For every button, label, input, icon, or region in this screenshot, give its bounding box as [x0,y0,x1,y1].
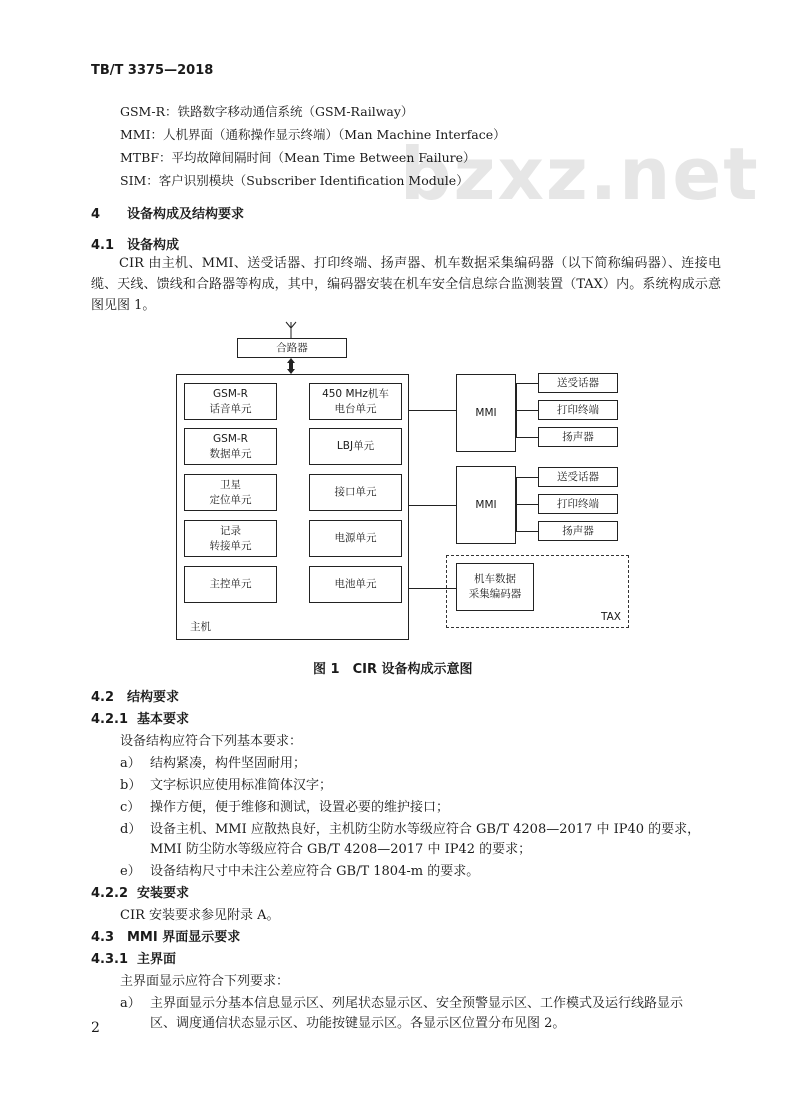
section-number: 4.2.2 [91,886,129,901]
section-number: 4.2 [91,690,115,705]
printer-terminal-2: 打印终端 [538,494,618,514]
standard-header: TB/T 3375—2018 [91,63,214,78]
main-control-unit: 主控单元 [184,566,277,603]
connector-line [516,437,538,438]
section-number: 4 [91,207,101,222]
connector-line [516,477,538,478]
host-label: 主机 [190,621,211,633]
abbreviation-mtbf: MTBF：平均故障间隔时间（Mean Time Between Failure） [120,150,476,165]
radio-450mhz-unit: 450 MHz机车 电台单元 [309,383,402,420]
list-item: a） 主界面显示分基本信息显示区、列尾状态显示区、安全预警显示区、工作模式及运行线路显示 [120,996,684,1011]
interface-unit: 接口单元 [309,474,402,511]
section-4-1-heading [91,234,179,253]
abbreviation-gsm-r: GSM-R：铁路数字移动通信系统（GSM-Railway） [120,104,414,119]
list-item: e） 设备结构尺寸中未注公差应符合 GB/T 1804-m 的要求。 [120,864,480,879]
section-title: 结构要求 [127,690,180,705]
gsm-r-data-unit: GSM-R 数据单元 [184,428,277,465]
tax-label: TAX [601,611,621,623]
power-unit: 电源单元 [309,520,402,557]
section-title: 设备构成 [127,238,180,253]
section-4-heading [91,203,244,222]
section-number: 4.2.1 [91,712,129,727]
figure-caption: 图 1 CIR 设备构成示意图 [313,662,473,677]
section-number: 4.3.1 [91,952,129,967]
record-transfer-unit: 记录 转接单元 [184,520,277,557]
section-title: 安装要求 [137,886,190,901]
connector-line [516,504,538,505]
list-item-continuation: MMI 防尘防水等级应符合 GB/T 4208—2017 中 IP42 的要求； [150,842,532,857]
section-title: 设备构成及结构要求 [127,207,245,222]
speaker-1: 扬声器 [538,427,618,447]
abbreviation-mmi: MMI：人机界面（通称操作显示终端）（Man Machine Interface） [120,127,506,142]
section-4-2-1-intro: 设备结构应符合下列基本要求： [120,734,303,749]
mmi-terminal-2: MMI [456,466,516,544]
list-item: b） 文字标识应使用标准简体汉字； [120,778,333,793]
paragraph-text: CIR 由主机、MMI、送受话器、打印终端、扬声器、机车数据采集编码器（以下简称编码器）、连接电缆、天线、馈线和合路器等构成，其中，编码器安装在机车安全信息综合监测装置（TAX）内。系统构成示意图见图 1。 [91,256,721,313]
connector-line [516,383,538,384]
watermark: bzxz.net [400,132,760,216]
mmi-terminal-1: MMI [456,374,516,452]
handset-1: 送受话器 [538,373,618,393]
lbj-unit: LBJ单元 [309,428,402,465]
battery-unit: 电池单元 [309,566,402,603]
list-item: d） 设备主机、MMI 应散热良好，主机防尘防水等级应符合 GB/T 4208—2017 中 IP40 的要求， [120,822,701,837]
printer-terminal-1: 打印终端 [538,400,618,420]
section-number: 4.1 [91,238,115,253]
section-title: 基本要求 [137,712,190,727]
section-title: MMI 界面显示要求 [127,930,241,945]
connector-line [516,410,538,411]
antenna-icon [284,320,298,340]
section-4-2-2-heading [91,882,189,901]
combiner-box: 合路器 [237,338,347,358]
handset-2: 送受话器 [538,467,618,487]
gsm-r-voice-unit: GSM-R 话音单元 [184,383,277,420]
section-4-3-1-heading [91,948,176,967]
section-number: 4.3 [91,930,115,945]
speaker-2: 扬声器 [538,521,618,541]
data-encoder-box: 机车数据 采集编码器 [456,563,534,611]
section-4-2-heading [91,686,179,705]
list-item: c） 操作方便，便于维修和测试，设置必要的维护接口； [120,800,450,815]
satellite-positioning-unit: 卫星 定位单元 [184,474,277,511]
connector-line [409,410,457,411]
section-4-2-2-paragraph: CIR 安装要求参见附录 A。 [120,908,280,923]
list-item: a） 结构紧凑，构件坚固耐用； [120,756,307,771]
section-4-3-heading [91,926,240,945]
double-arrow-icon [284,358,298,374]
section-4-3-1-intro: 主界面显示应符合下列要求： [120,974,290,989]
page-number: 2 [91,1020,100,1036]
list-item-continuation: 区、调度通信状态显示区、功能按键显示区。各显示区位置分布见图 2。 [150,1016,566,1031]
section-4-2-1-heading [91,708,189,727]
section-title: 主界面 [137,952,177,967]
section-4-1-paragraph [91,253,721,316]
connector-line [516,531,538,532]
connector-line [409,505,457,506]
abbreviation-sim: SIM：客户识别模块（Subscriber Identification Module） [120,173,469,188]
